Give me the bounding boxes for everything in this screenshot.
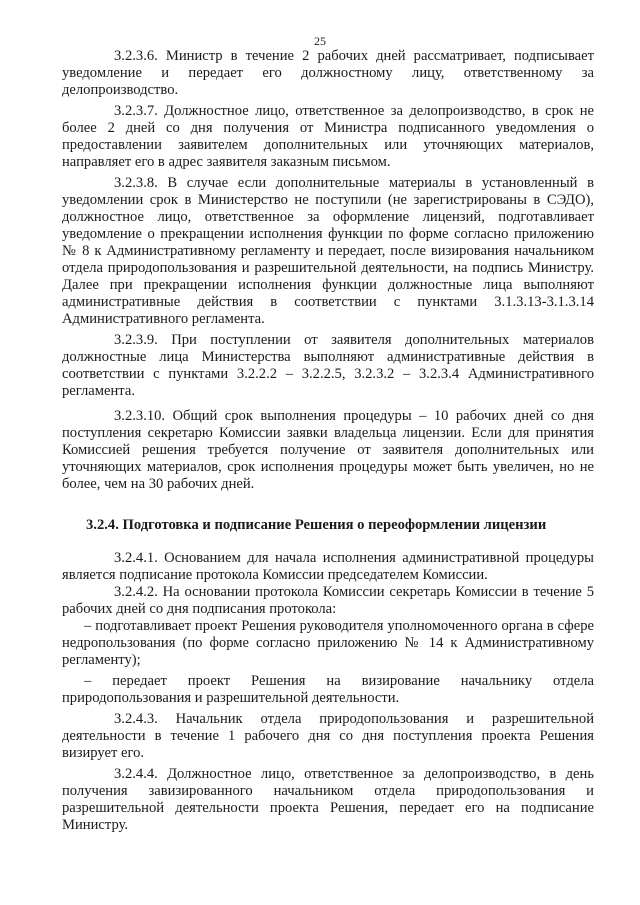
paragraph-3-2-3-8: 3.2.3.8. В случае если дополнительные материалы в установленный в уведомлении срок в Министерство не поступили (не зарегистрированы в СЭДО), должностное лицо, ответственное за оформление лицензий, подготавливает уведомление о прекращении исполнения функции по форме согласно приложению № 8 к Административному регламенту и передает, после визирования начальником отдела природопользования и разрешительной деятельности, на подпись Министру. Далее при прекращении исполнения функции должностные лица выполняют административные действия в соответствии с пунктами 3.1.3.13-3.1.3.14 Административного регламента. (62, 175, 594, 327)
paragraph-3-2-3-6: 3.2.3.6. Министр в течение 2 рабочих дней рассматривает, подписывает уведомление и передает его должностному лицу, ответственному за делопроизводство. (62, 48, 594, 98)
paragraph-3-2-4-2: 3.2.4.2. На основании протокола Комиссии секретарь Комиссии в течение 5 рабочих дней со дня подписания протокола: (62, 584, 594, 617)
section-heading: 3.2.4. Подготовка и подписание Решения о переоформлении лицензии (86, 517, 547, 533)
paragraph-3-2-3-9: 3.2.3.9. При поступлении от заявителя дополнительных материалов должностные лица Министерства выполняют административные действия в соответствии с пунктами 3.2.2.2 – 3.2.2.5, 3.2.3.2 – 3.2.3.4 Административного регламента. (62, 332, 594, 399)
paragraph-3-2-4-1: 3.2.4.1. Основанием для начала исполнения административной процедуры является подписание протокола Комиссии председателем Комиссии. (62, 550, 594, 583)
list-item: – подготавливает проект Решения руководителя уполномоченного органа в сфере недропользования (по форме согласно приложению № 14 к Административному регламенту); (62, 618, 594, 668)
paragraph-3-2-3-10: 3.2.3.10. Общий срок выполнения процедуры – 10 рабочих дней со дня поступления секретарю Комиссии заявки владельца лицензии. Если для принятия Комиссией решения требуется получение от заявителя дополнительных или уточняющих материалов, срок исполнения процедуры может быть увеличен, но не более, чем на 30 рабочих дней. (62, 408, 594, 492)
page-number: 25 (314, 34, 326, 48)
list-item: – передает проект Решения на визирование начальнику отдела природопользования и разрешительной деятельности. (62, 673, 594, 706)
paragraph-3-2-4-3: 3.2.4.3. Начальник отдела природопользования и разрешительной деятельности в течение 1 рабочего дня со дня поступления проекта Решения визирует его. (62, 711, 594, 761)
paragraph-3-2-4-4: 3.2.4.4. Должностное лицо, ответственное за делопроизводство, в день получения завизированного начальником отдела природопользования и разрешительной деятельности проекта Решения, передает его на подписание Министру. (62, 766, 594, 833)
paragraph-3-2-3-7: 3.2.3.7. Должностное лицо, ответственное за делопроизводство, в срок не более 2 дней со дня получения от Министра подписанного уведомления о предоставлении заявителем дополнительных или уточняющих материалов, направляет его в адрес заявителя заказным письмом. (62, 103, 594, 170)
document-body (62, 48, 594, 834)
